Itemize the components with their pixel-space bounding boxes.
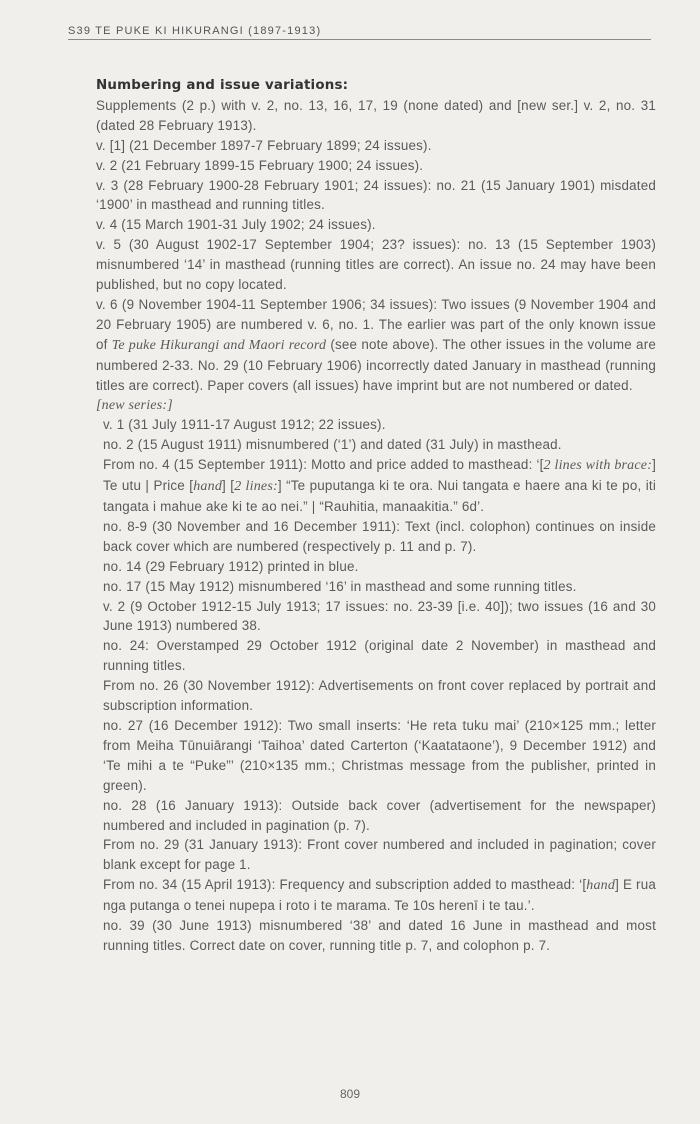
entry-ns-no4-hand: hand [193,479,223,495]
entry-v6-part2: (see note above). The other issues in the volume are numbered 2-33. No. 29 (10 February 1906) incorrectly dated January in masthead (running titles are correct). Paper covers (all issues) have imprint but are not numbered or dated. [96,336,657,393]
entry-ns-no4-lines: 2 lines: [234,479,278,495]
entry-ns-no4-part1: From no. 4 (15 September 1911): Motto and price added to masthead: ‘[ [103,457,544,473]
entry-v2: v. 2 (21 February 1899-15 February 1900; 24 issues). [96,157,424,173]
entry-ns-no28: no. 28 (16 January 1913): Outside back cover (advertisement for the newspaper) numbered and included in pagination (p. 7). [103,797,656,833]
entry-v6-part1: v. 6 (9 November 1904-11 September 1906; 34 issues): Two issues (9 November 1904 and 20 February 1905) are numbered v. 6, no. 1. The earlier was part of the only known issue of [96,296,656,352]
entry-v5: v. 5 (30 August 1902-17 September 1904; 23? issues): no. 13 (15 September 1903) misnumbered ‘14’ in masthead (running titles are correct). An issue no. 24 may have been published, but no copy located. [96,237,656,293]
entry-ns-no2: no. 2 (15 August 1911) misnumbered (‘1’) and dated (31 July) in masthead. [103,437,562,453]
running-head: S39 TE PUKE KI HIKURANGI (1897-1913) [68,25,651,40]
entry-ns-no4 [96,455,656,517]
entry-v3: v. 3 (28 February 1900-28 February 1901; 24 issues): no. 21 (15 January 1901) misdated ‘1900’ in masthead and running titles. [96,177,656,213]
entry-ns-no14: no. 14 (29 February 1912) printed in blue. [103,558,359,574]
entry-ns-v1: v. 1 (31 July 1911-17 August 1912; 22 issues). [103,417,386,433]
entry-new-series: [new series:] [96,397,173,413]
entry-ns-no29: From no. 29 (31 January 1913): Front cover numbered and included in pagination; cover blank except for page 1. [103,837,656,873]
entry-ns-no4-brace: 2 lines with brace: [543,458,653,474]
entry-ns-no34 [96,875,656,916]
entry-ns-no34-hand: hand [586,878,616,894]
entry-supplements: Supplements (2 p.) with v. 2, no. 13, 16, 17, 19 (none dated) and [new ser.] v. 2, no. 31 (dated 28 February 1913). [96,97,656,133]
entry-v1: v. [1] (21 December 1897-7 February 1899; 24 issues). [96,137,432,153]
entry-v4: v. 4 (15 March 1901-31 July 1902; 24 issues). [96,217,376,233]
entry-ns-no8-9: no. 8-9 (30 November and 16 December 1911): Text (incl. colophon) continues on inside back cover which are numbered (respectively p. 11 and p. 7). [103,518,656,554]
entry-ns-no27: no. 27 (16 December 1912): Two small inserts: ‘He reta tuku mai’ (210×125 mm.; letter from Meiha Tūnuiārangi ‘Taihoa’ dated Carterton (‘Kaatataone’), 9 December 1912) and ‘Te mihi a te “Puke”’ (210×135 mm.; Christmas message from the publisher, printed in green). [103,718,656,793]
entry-ns-v2: v. 2 (9 October 1912-15 July 1913; 17 issues: no. 23-39 [i.e. 40]); two issues (16 and 30 June 1913) numbered 38. [103,598,656,634]
entry-ns-no4-part3: ] [ [222,478,235,494]
page-number: 809 [339,1087,361,1101]
entry-ns-no34-part1: From no. 34 (15 April 1913): Frequency and subscription added to masthead: ‘[ [103,877,587,893]
section-heading: Numbering and issue variations: [96,78,349,93]
entry-ns-no34-part2: ] E rua nga putanga o tenei nupepa i roto i te marama. Te 10s herenī i te tau.’. [103,877,656,914]
entry-ns-no39: no. 39 (30 June 1913) misnumbered ‘38’ and dated 16 June in masthead and most running titles. Correct date on cover, running title p. 7, and colophon p. 7. [103,918,656,953]
entry-ns-no4-part4: ] “Te puputanga ki te ora. Nui tangata e haere ana ki te po, iti tangata i mahue ake ki te ao nei.” | “Rauhitia, manaakitia.” 6d’. [103,478,656,515]
entry-ns-no4-part2: ] Te utu | Price [ [103,457,656,494]
entry-ns-no24: no. 24: Overstamped 29 October 1912 (original date 2 November) in masthead and running titles. [103,638,656,674]
entry-v6 [96,295,656,396]
entry-v6-title: Te puke Hikurangi and Maori record [111,337,327,353]
entry-ns-no17: no. 17 (15 May 1912) misnumbered ‘16’ in masthead and some running titles. [103,578,577,594]
entry-ns-no26: From no. 26 (30 November 1912): Advertisements on front cover replaced by portrait and subscription information. [103,678,656,714]
main-text [96,76,656,956]
